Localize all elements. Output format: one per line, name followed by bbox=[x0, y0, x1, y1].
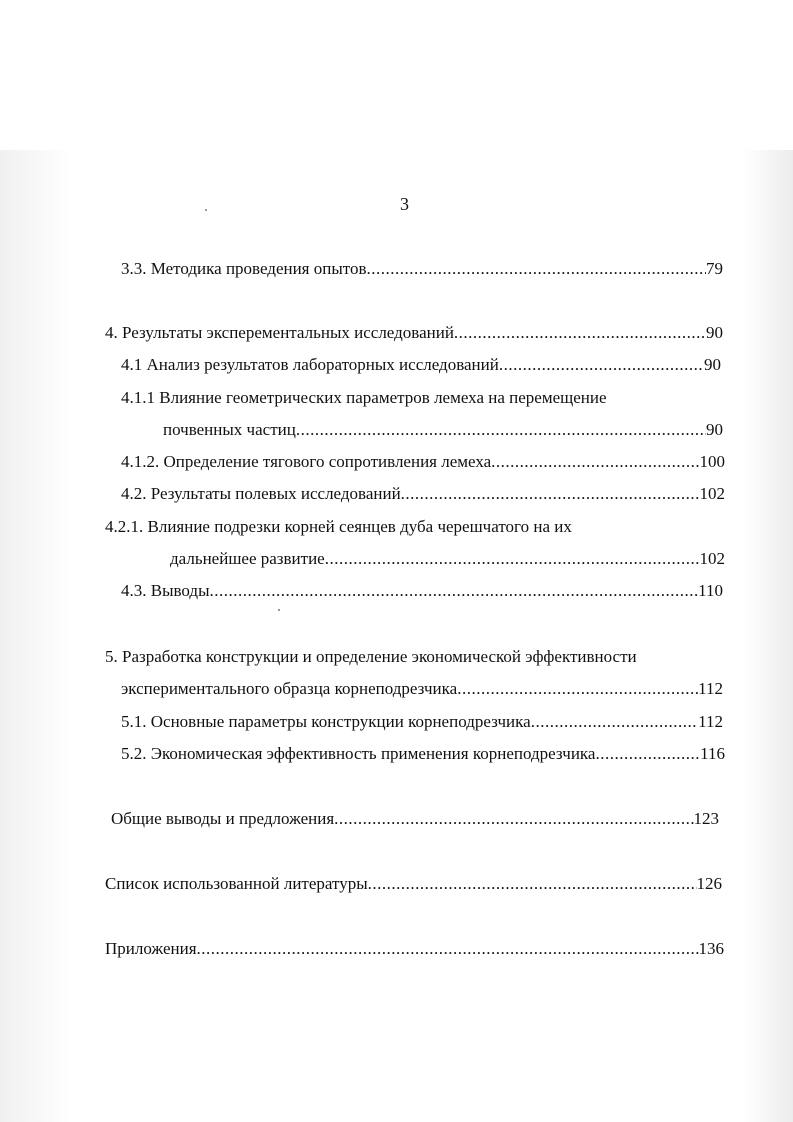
toc-entry-title: 4.1.2. Определение тягового сопротивления лемеха bbox=[121, 452, 492, 471]
toc-entry-conclusions[interactable] bbox=[111, 808, 719, 830]
toc-entry-title: 4.1 Анализ результатов лабораторных исследований bbox=[121, 355, 499, 374]
toc-entry-title: Приложения bbox=[105, 939, 197, 958]
dot-leader bbox=[368, 873, 697, 895]
toc-entry-page: 116 bbox=[700, 744, 725, 763]
dot-leader bbox=[595, 743, 700, 765]
toc-entry-4-3[interactable] bbox=[121, 580, 723, 602]
dot-leader bbox=[531, 711, 698, 733]
toc-entry-4-1-1-line1[interactable]: 4.1.1 Влияние геометрических параметров лемеха на перемещение bbox=[121, 388, 607, 407]
dot-leader bbox=[325, 548, 700, 570]
toc-entry-page: 102 bbox=[699, 484, 725, 503]
page-number: 3 bbox=[400, 194, 409, 214]
toc-entry-title: 5.1. Основные параметры конструкции корнеподрезчика bbox=[121, 712, 531, 731]
toc-entry-4-1[interactable] bbox=[121, 354, 721, 376]
toc-entry-page: 90 bbox=[706, 323, 723, 342]
dot-leader bbox=[499, 354, 704, 376]
toc-entry-page: 100 bbox=[699, 452, 725, 471]
toc-entry-4-2-1[interactable] bbox=[170, 548, 725, 570]
toc-entry-title: экспериментального образца корнеподрезчика bbox=[121, 679, 458, 698]
toc-entry-page: 90 bbox=[704, 355, 721, 374]
toc-entry-4-2-1-line1[interactable]: 4.2.1. Влияние подрезки корней сеянцев дуба черешчатого на их bbox=[105, 517, 572, 536]
toc-entry-4-1-2[interactable] bbox=[121, 451, 725, 473]
toc-entry-title: 4.3. Выводы bbox=[121, 581, 210, 600]
toc-entry-title: почвенных частиц bbox=[163, 420, 296, 439]
toc-entry-5-2[interactable] bbox=[121, 743, 725, 765]
scan-speck bbox=[278, 609, 280, 611]
toc-entry-3-3[interactable] bbox=[121, 258, 723, 280]
toc-entry-page: 79 bbox=[706, 259, 723, 278]
toc-entry-page: 102 bbox=[699, 549, 725, 568]
toc-entry-page: 112 bbox=[698, 712, 723, 731]
dot-leader bbox=[454, 322, 706, 344]
toc-entry-4[interactable] bbox=[105, 322, 723, 344]
toc-entry-title: Список использованной литературы bbox=[105, 874, 368, 893]
toc-entry-page: 110 bbox=[698, 581, 723, 600]
toc-entry-title: 5.2. Экономическая эффективность применения корнеподрезчика bbox=[121, 744, 596, 763]
toc-entry-5-line1[interactable]: 5. Разработка конструкции и определение экономической эффективности bbox=[105, 647, 637, 666]
toc-entry-4-2[interactable] bbox=[121, 483, 725, 505]
toc-entry-5[interactable] bbox=[121, 678, 723, 700]
toc-entry-page: 112 bbox=[698, 679, 723, 698]
dot-leader bbox=[197, 938, 699, 960]
toc-entry-page: 123 bbox=[693, 809, 719, 828]
toc-entry-title: 3.3. Методика проведения опытов bbox=[121, 259, 367, 278]
toc-entry-references[interactable] bbox=[105, 873, 722, 895]
toc-entry-5-1[interactable] bbox=[121, 711, 723, 733]
scan-shadow-right bbox=[743, 150, 793, 1122]
toc-entry-page: 90 bbox=[706, 420, 723, 439]
scan-speck bbox=[205, 209, 207, 211]
dot-leader bbox=[296, 419, 706, 441]
toc-entry-title: Общие выводы и предложения bbox=[111, 809, 335, 828]
toc-entry-title: дальнейшее развитие bbox=[170, 549, 325, 568]
dot-leader bbox=[210, 580, 699, 602]
toc-entry-appendices[interactable] bbox=[105, 938, 724, 960]
dot-leader bbox=[334, 808, 693, 830]
dot-leader bbox=[491, 451, 699, 473]
toc-entry-page: 126 bbox=[696, 874, 722, 893]
scan-shadow-left bbox=[0, 150, 70, 1122]
toc-entry-title: 4. Результаты эксперементальных исследований bbox=[105, 323, 454, 342]
dot-leader bbox=[367, 258, 706, 280]
toc-entry-title: 4.2. Результаты полевых исследований bbox=[121, 484, 401, 503]
toc-entry-4-1-1[interactable] bbox=[163, 419, 723, 441]
dot-leader bbox=[401, 483, 700, 505]
toc-entry-page: 136 bbox=[698, 939, 724, 958]
dot-leader bbox=[457, 678, 698, 700]
